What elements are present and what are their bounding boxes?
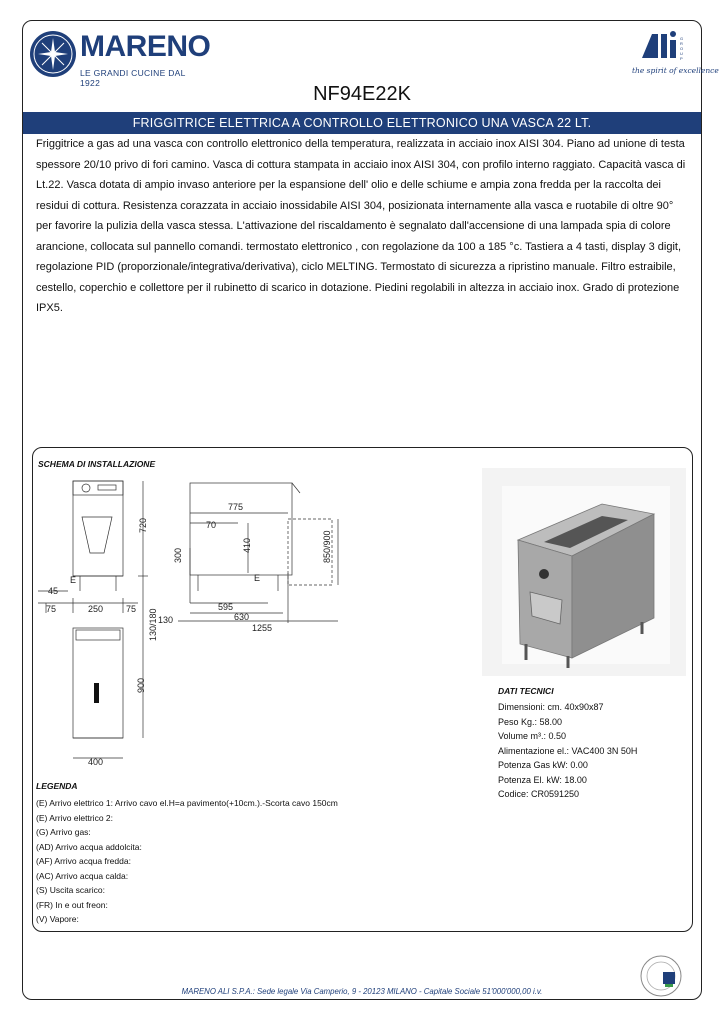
legend-item: (AC) Arrivo acqua calda:	[36, 870, 129, 881]
mareno-logo-icon	[28, 26, 78, 82]
dim-595: 595	[218, 602, 234, 612]
dim-75a: 75	[46, 604, 57, 614]
dim-410: 410	[242, 537, 252, 553]
legend-item: (E) Arrivo elettrico 1: Arrivo cavo el.H=a pavimento(+10cm.).-Scorta cavo 150cm	[36, 798, 338, 808]
tech-row-gas-power: Potenza Gas kW: 0.00	[498, 760, 588, 770]
product-title: FRIGGITRICE ELETTRICA A CONTROLLO ELETTRONICO UNA VASCA 22 LT.	[23, 112, 701, 134]
brand-tagline: LE GRANDI CUCINE DAL 1922	[80, 68, 186, 88]
ali-group-logo-icon	[636, 28, 692, 66]
dim-130: 130	[158, 615, 174, 625]
installation-drawings	[38, 473, 358, 773]
dim-75b: 75	[126, 604, 137, 614]
dim-900: 900	[136, 677, 146, 693]
group-slogan: the spirit of excellence	[632, 66, 719, 75]
tech-row-volume: Volume m³.: 0.50	[498, 731, 567, 741]
legend-item: (V) Vapore:	[36, 914, 79, 924]
legend-item: (AD) Arrivo acqua addolcita:	[36, 841, 142, 852]
product-model: NF94E22K	[313, 83, 411, 105]
tech-row-el-power: Potenza El. kW: 18.00	[498, 774, 587, 785]
dim-70: 70	[206, 520, 217, 530]
dim-775: 775	[228, 502, 244, 512]
marker-e-side: E	[254, 573, 261, 583]
tech-row-dimensions: Dimensioni: cm. 40x90x87	[498, 702, 604, 712]
tech-row-code: Codice: CR0591250	[498, 789, 580, 799]
tech-title: DATI TECNICI	[498, 686, 554, 696]
legend-item: (S) Uscita scarico:	[36, 885, 105, 895]
svg-text:U: U	[680, 51, 683, 56]
legend-item: (AF) Arrivo acqua fredda:	[36, 856, 131, 866]
dim-850-900: 850/900	[322, 530, 332, 563]
legend-list	[36, 796, 338, 927]
legend-item: (E) Arrivo elettrico 2:	[36, 812, 113, 823]
legend-item: (FR) In e out freon:	[36, 899, 108, 910]
dim-130-180: 130/180	[148, 608, 158, 641]
tech-list	[498, 700, 637, 802]
legend-item: (G) Arrivo gas:	[36, 827, 91, 837]
footer-text: MARENO ALI S.P.A.: Sede legale Via Camperio, 9 - 20123 MILANO - Capitale Sociale 51'000'000,00 i.v.	[181, 987, 543, 996]
legend-title: LEGENDA	[36, 781, 78, 791]
schema-title: SCHEMA DI INSTALLAZIONE	[38, 459, 156, 469]
svg-text:O: O	[680, 46, 684, 51]
dim-300: 300	[173, 547, 183, 563]
svg-text:G: G	[680, 36, 684, 41]
svg-text:R: R	[680, 41, 683, 46]
dim-400: 400	[88, 757, 104, 767]
mareno-logo	[28, 26, 211, 88]
dim-45: 45	[48, 586, 59, 596]
ali-group-logo	[632, 28, 719, 84]
dim-250: 250	[88, 604, 104, 614]
dim-1255: 1255	[252, 623, 273, 633]
tech-row-power-supply: Alimentazione el.: VAC400 3N 50H	[498, 745, 638, 756]
brand-name: MARENO	[80, 30, 211, 63]
dim-720: 720	[138, 517, 148, 533]
dim-630: 630	[234, 612, 250, 622]
product-photo	[482, 468, 686, 676]
marker-e-front: E	[70, 575, 77, 585]
svg-text:P: P	[680, 56, 683, 61]
product-description: Friggitrice a gas ad una vasca con controllo elettronico della temperatura, realizzata in acciaio inox AISI 304. Piano ad unione di testa spessore 20/10 privo di fori camino. Vasca di cottura stampata in acciaio inox AISI 304, con profilo interno raggiato. Capacità vasca di Lt.22. Vasca dotata di ampio invaso anteriore per la espansione dell' olio e delle schiume e ampia zona fredda per la raccolta dei residui di cottura. Resistenza corazzata in acciaio inossidabile AISI 304, posizionata internamente alla vasca e ruotabile di oltre 90° per favorire la pulizia della vasca stessa. L'attivazione del riscaldamento è segnalato dall'accensione di una lampada spia di colore arancione, collocata sul pannello comandi. termostato elettronico , con regolazione da 100 a 185 °c. Tastiera a 4 tasti, display 3 digit, regolazione PID (proporzionale/integrativa/derivativa), ciclo MELTING. Termostato di sicurezza a ripristino manuale. Filtro estraibile, cestello, coperchio e collettore per il rubinetto di scarico in dotazione. Piedini regolabili in altezza in acciaio inox. Grado di protezione IPX5.	[36, 138, 686, 314]
tech-row-weight: Peso Kg.: 58.00	[498, 716, 563, 727]
